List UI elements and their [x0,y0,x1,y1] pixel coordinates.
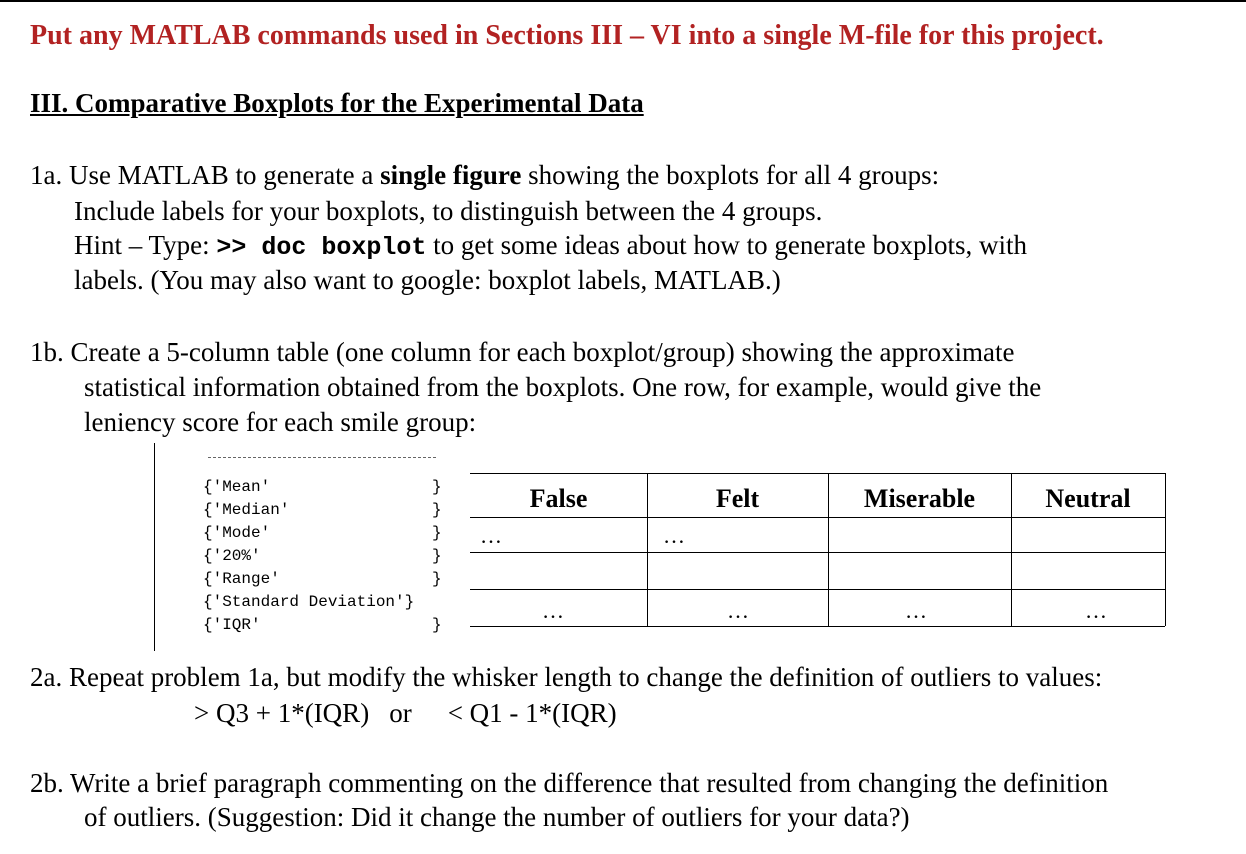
section-heading: III. Comparative Boxplots for the Experimental Data [30,88,644,118]
ellipsis-cell: … [905,598,927,623]
cell-row: {'Median' [203,501,290,519]
p1b-line3: leniency score for each smile group: [84,407,477,437]
ellipsis-cell: … [1085,598,1107,623]
p2b-line1: 2b. Write a brief paragraph commenting on the difference that resulted from changing the definition [30,768,1109,798]
ellipsis-cell: … [480,523,502,548]
p1a-line3: Hint – Type: >> doc boxplot to get some ideas about how to generate boxplots, with [74,230,1028,262]
col-header-neutral: Neutral [1045,484,1131,513]
cell-row: {'Range' [203,570,280,588]
p1a-line4: labels. (You may also want to google: boxplot labels, MATLAB.) [74,265,781,295]
p2b-line2: of outliers. (Suggestion: Did it change the number of outliers for your data?) [84,802,910,832]
cell-row: {'Mean' [203,478,271,496]
cell-row: {'20%' [203,547,261,565]
ellipsis-cell: … [663,523,685,548]
col-header-miserable: Miserable [863,484,976,513]
col-header-felt: Felt [715,484,760,513]
cell-row: {'Standard Deviation'} [203,593,415,611]
top-rule [0,0,1246,2]
doc-boxplot-command: >> doc boxplot [216,233,427,262]
p1b-line1: 1b. Create a 5-column table (one column for each boxplot/group) showing the approximate [30,337,1015,367]
p2a-line1: 2a. Repeat problem 1a, but modify the whisker length to change the definition of outliers to values: [30,662,1103,692]
p1a-line2: Include labels for your boxplots, to distinguish between the 4 groups. [74,196,823,226]
p2a-line2: > Q3 + 1*(IQR) or < Q1 - 1*(IQR) [194,698,617,728]
col-header-false: False [529,484,588,513]
cell-array-braces: } } } } } } [432,478,442,634]
figure-left-border [154,443,155,651]
cell-row: {'Mode' [203,524,271,542]
p1b-line2: statistical information obtained from the boxplots. One row, for example, would give the [84,372,1042,402]
p1a-line1: 1a. Use MATLAB to generate a single figure showing the boxplots for all 4 groups: [30,160,940,190]
ellipsis-cell: … [727,598,749,623]
ellipsis-cell: … [542,598,564,623]
cell-array-labels [203,476,414,637]
figure-dashed-rule [208,457,436,458]
page-title: Put any MATLAB commands used in Sections III – VI into a single M-file for this project. [30,20,1104,51]
cell-row: {'IQR' [203,616,261,634]
